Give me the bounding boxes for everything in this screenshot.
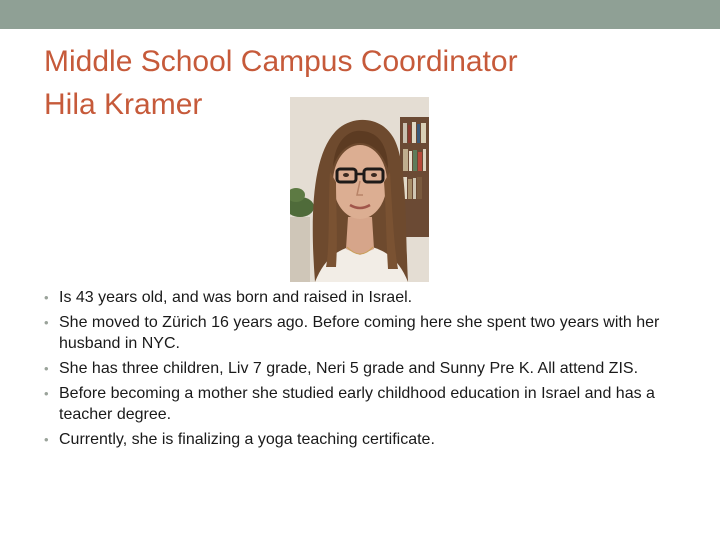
bullet-marker: •	[44, 432, 49, 447]
bullet-text: She has three children, Liv 7 grade, Neri 5 grade and Sunny Pre K. All attend ZIS.	[59, 360, 639, 377]
top-accent-bar	[0, 0, 720, 29]
bullet-item	[44, 429, 684, 450]
bullet-list	[44, 287, 684, 454]
bullet-text: Currently, she is finalizing a yoga teaching certificate.	[59, 431, 435, 448]
bullet-marker: •	[44, 315, 49, 330]
bullet-marker: •	[44, 290, 49, 305]
bullet-text: Is 43 years old, and was born and raised in Israel.	[59, 289, 413, 306]
title-person-name: Hila Kramer	[44, 88, 203, 121]
bullet-marker: •	[44, 386, 49, 401]
bullet-marker: •	[44, 361, 49, 376]
portrait-photo	[290, 97, 429, 282]
bullet-text: She moved to Zürich 16 years ago. Before coming here she spent two years with her husband in NYC.	[59, 314, 660, 352]
bullet-item	[44, 287, 684, 308]
bullet-item	[44, 312, 684, 354]
bullet-item	[44, 358, 684, 379]
title-role: Middle School Campus Coordinator	[44, 45, 518, 78]
bullet-text: Before becoming a mother she studied early childhood education in Israel and has a teacher degree.	[59, 385, 655, 423]
bullet-item	[44, 383, 684, 425]
